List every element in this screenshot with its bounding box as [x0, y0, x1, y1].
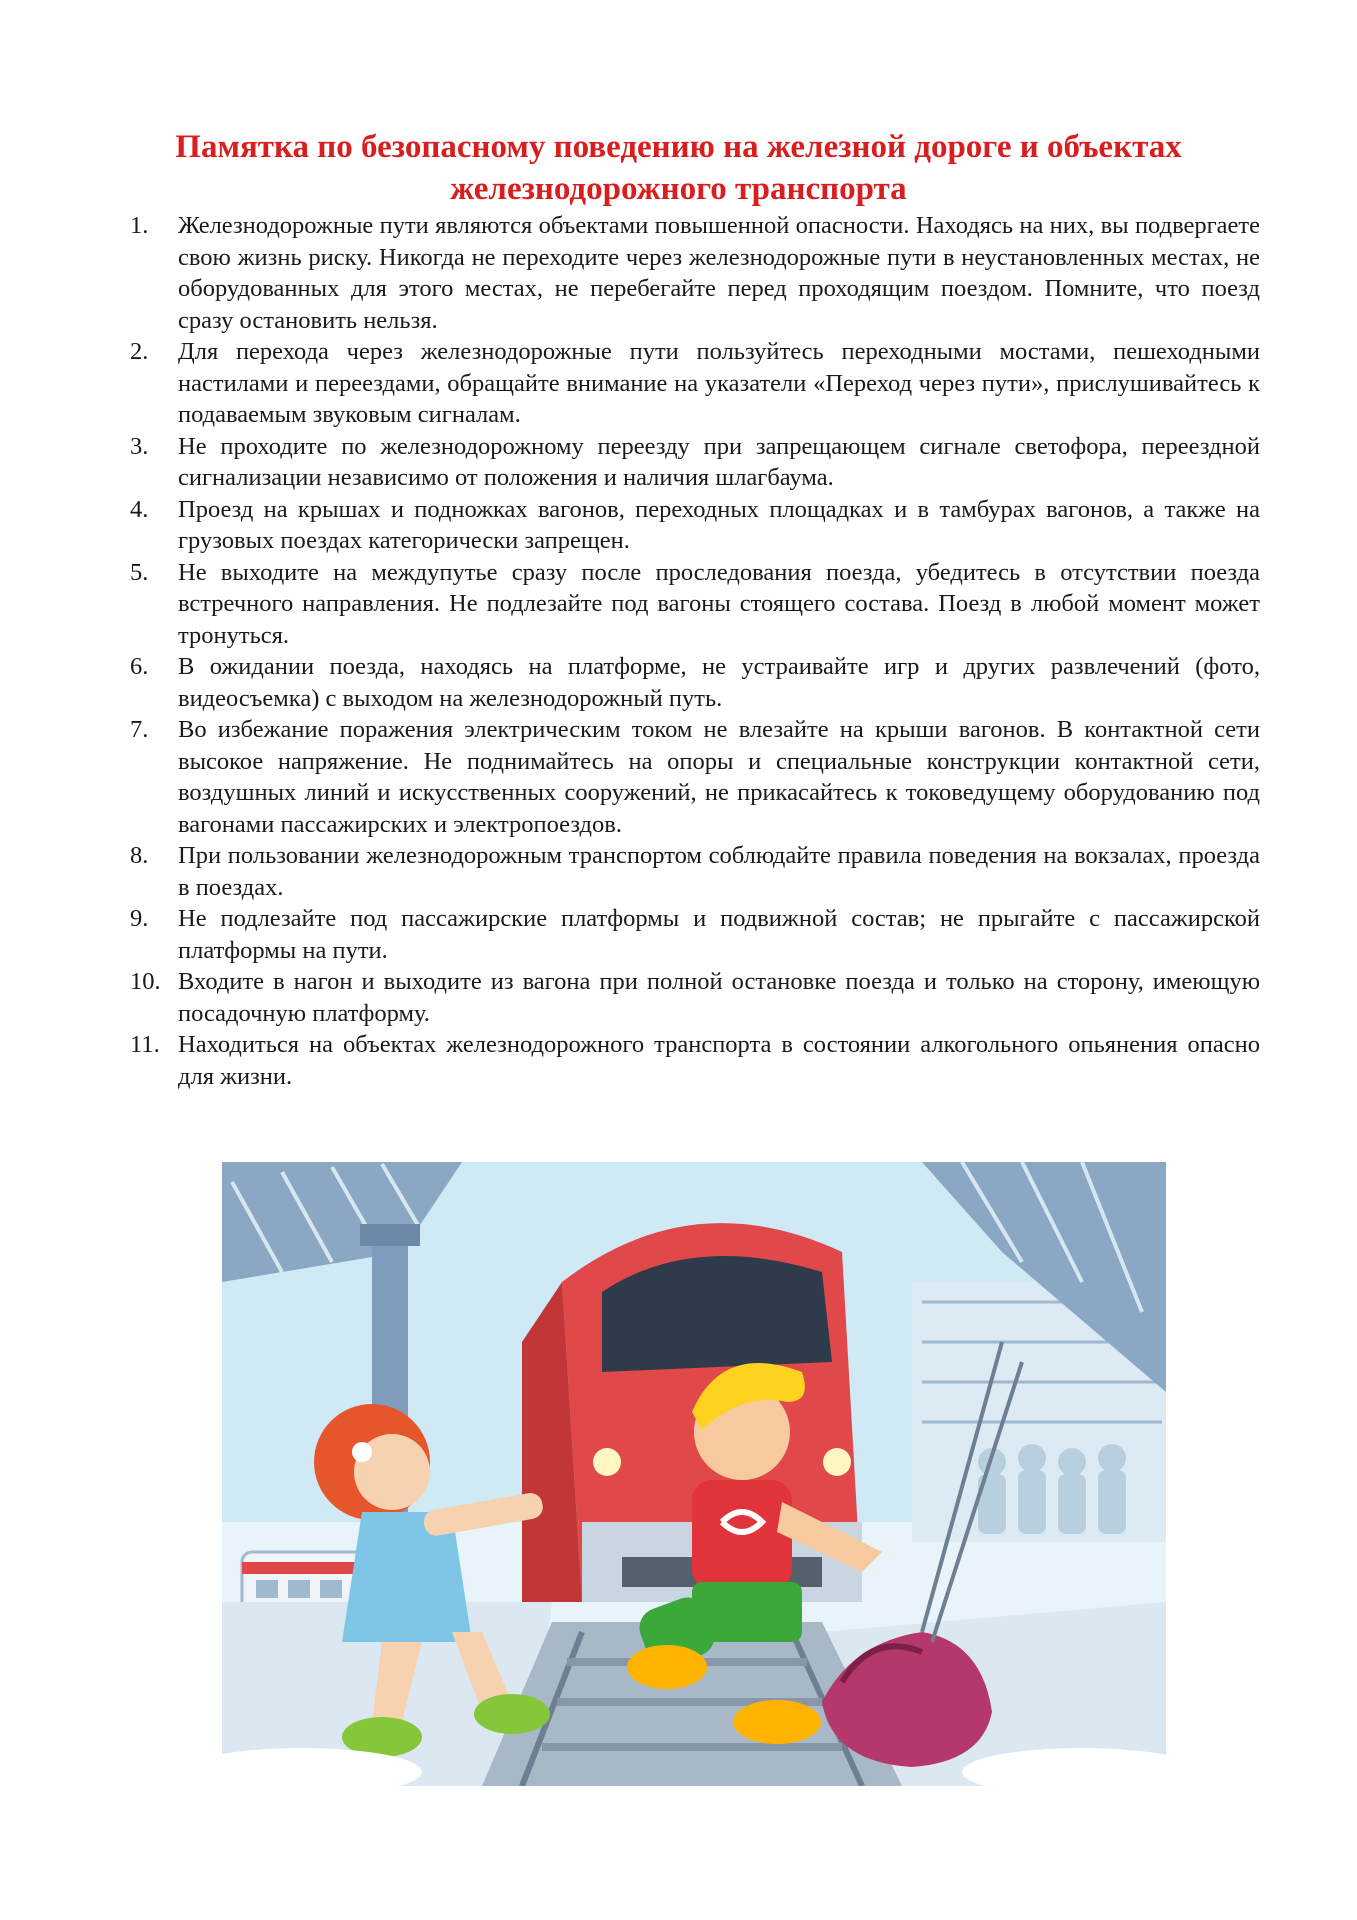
rule-item	[130, 714, 1260, 840]
rule-number: 3.	[130, 432, 149, 460]
title-line-2: железнодорожного транспорта	[450, 171, 907, 207]
page-title	[90, 126, 1267, 210]
railway-safety-illustration	[222, 1162, 1166, 1786]
rule-number: 11.	[130, 1031, 160, 1058]
rule-text: При пользовании железнодорожным транспортом соблюдайте правила поведения на вокзалах, проезда в поездах.	[178, 842, 1260, 901]
rule-item	[130, 494, 1260, 557]
rule-text: Не проходите по железнодорожному переезду при запрещающем сигнале светофора, переездной сигнализации независимо от положения и наличия шлагбаума.	[178, 432, 1260, 491]
rule-text: Проезд на крышах и подножках вагонов, переходных площадках и в тамбурах вагонов, а также на грузовых поездах категорически запрещен.	[178, 495, 1260, 554]
rules-list	[130, 210, 1260, 1092]
rule-item	[130, 966, 1260, 1029]
rule-number: 10.	[130, 968, 161, 995]
rule-text: В ожидании поезда, находясь на платформе, не устраивайте игр и других развлечений (фото, видеосъемка) с выходом на железнодорожный путь.	[178, 653, 1260, 712]
rule-text: Находиться на объектах железнодорожного транспорта в состоянии алкогольного опьянения опасно для жизни.	[178, 1031, 1260, 1090]
rule-number: 1.	[130, 212, 149, 239]
rule-number: 5.	[130, 558, 149, 586]
rule-item	[130, 903, 1260, 966]
rule-text: Во избежание поражения электрическим током не влезайте на крыши вагонов. В контактной сети высокое напряжение. Не поднимайтесь на опоры и специальные конструкции контактной сети, воздушных линий и искусственных сооружений, не прикасайтесь к токоведущему оборудованию под вагонами пассажирских и электропоездов.	[178, 716, 1260, 838]
rule-item	[130, 651, 1260, 714]
rule-item	[130, 336, 1260, 431]
rule-text: Не выходите на междупутье сразу после проследования поезда, убедитесь в отсутствии поезда встречного направления. Не подлезайте под вагоны стоящего состава. Поезд в любой момент может тронуться.	[178, 558, 1260, 649]
title-line-1: Памятка по безопасному поведению на железной дороге и объектах	[175, 129, 1182, 165]
rule-number: 4.	[130, 495, 149, 523]
rule-text: Не подлезайте под пассажирские платформы и подвижной состав; не прыгайте с пассажирской платформы на пути.	[178, 905, 1260, 964]
rule-number: 7.	[130, 716, 149, 743]
rule-item	[130, 840, 1260, 903]
rule-item	[130, 210, 1260, 336]
rule-text: Для перехода через железнодорожные пути пользуйтесь переходными мостами, пешеходными настилами и переездами, обращайте внимание на указатели «Переход через пути», прислушивайтесь к подаваемым звуковым сигналам.	[178, 338, 1260, 428]
rule-item	[130, 557, 1260, 652]
rule-text: Железнодорожные пути являются объектами повышенной опасности. Находясь на них, вы подвергаете свою жизнь риску. Никогда не переходите через железнодорожные пути в неустановленных местах, не оборудованных для этого местах, не перебегайте перед проходящим поездом. Помните, что поезд сразу остановить нельзя.	[178, 212, 1260, 334]
rule-item	[130, 1029, 1260, 1092]
rule-number: 9.	[130, 905, 149, 932]
rule-number: 8.	[130, 842, 149, 869]
rule-number: 2.	[130, 338, 149, 365]
rule-item	[130, 431, 1260, 494]
rule-text: Входите в нагон и выходите из вагона при полной остановке поезда и только на сторону, имеющую посадочную платформу.	[178, 968, 1260, 1027]
rule-number: 6.	[130, 653, 149, 680]
